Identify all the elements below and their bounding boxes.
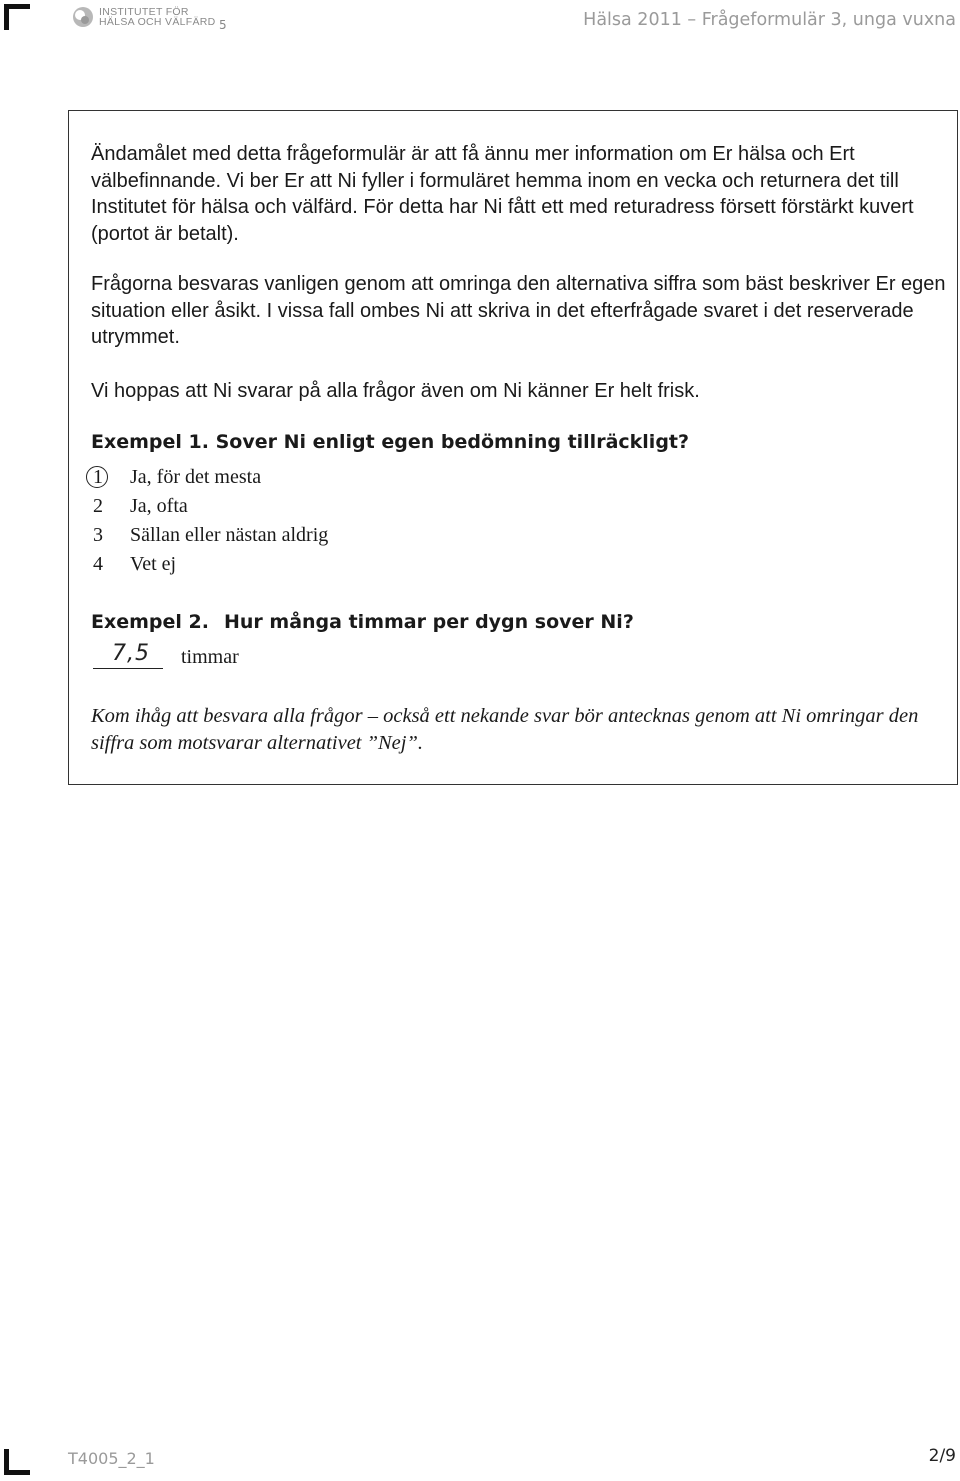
answer-unit: timmar bbox=[181, 646, 239, 668]
option-4-text: Vet ej bbox=[130, 553, 177, 575]
intro-paragraph-2: Frågorna besvaras vanligen genom att omringa den alternativa siffra som bäst beskriver Er egen situation eller åsikt. I vissa fall ombes Ni att skriva in det efterfrågade svaret i det reserverade utrymmet. bbox=[91, 273, 946, 348]
crop-mark-bottom-left-horizontal bbox=[4, 1470, 30, 1475]
intro-paragraph-3: Vi hoppas att Ni svarar på alla frågor även om Ni känner Er helt frisk. bbox=[91, 380, 700, 402]
option-3-text: Sällan eller nästan aldrig bbox=[130, 524, 329, 546]
handwritten-answer: 7,5 bbox=[112, 641, 150, 666]
crop-mark-top-left-vertical bbox=[4, 4, 9, 30]
intro-paragraph-1: Ändamålet med detta frågeformulär är att få ännu mer information om Er hälsa och Ert välbefinnande. Vi ber Er att Ni fyller i formuläret hemma inom en vecka och returnera det till Institutet för hälsa och välfärd. För detta har Ni fått ett med returadress försett förstärkt kuvert (portot är betalt). bbox=[91, 143, 914, 245]
option-1-number: 1 bbox=[93, 466, 103, 488]
example-2-question: Hur många timmar per dygn sover Ni? bbox=[224, 611, 634, 633]
logo-line-1: INSTITUTET FÖR bbox=[99, 6, 189, 18]
answer-underline bbox=[93, 668, 163, 669]
logo-line-2: HÄLSA OCH VÄLFÄRD bbox=[99, 16, 216, 28]
option-3-number: 3 bbox=[93, 524, 103, 546]
page-counter: 2/9 bbox=[928, 1446, 956, 1466]
form-code: T4005_2_1 bbox=[68, 1449, 155, 1468]
reminder-text: Kom ihåg att besvara alla frågor – också ett nekande svar bör antecknas genom att Ni omringar den siffra som motsvarar alternativet ”Nej”. bbox=[91, 705, 919, 754]
example-1-title: Exempel 1. Sover Ni enligt egen bedömning tillräckligt? bbox=[91, 431, 690, 453]
logo-text bbox=[99, 7, 216, 27]
header-page-number: 5 bbox=[219, 18, 227, 32]
option-2-text: Ja, ofta bbox=[130, 495, 188, 517]
option-2-number: 2 bbox=[93, 495, 103, 517]
institute-logo bbox=[72, 6, 216, 28]
option-4-number: 4 bbox=[93, 553, 103, 575]
example-2-label: Exempel 2. bbox=[91, 611, 209, 633]
logo-emblem-icon bbox=[72, 6, 94, 28]
option-1-text: Ja, för det mesta bbox=[130, 466, 262, 488]
header-title: Hälsa 2011 – Frågeformulär 3, unga vuxna bbox=[583, 10, 956, 30]
